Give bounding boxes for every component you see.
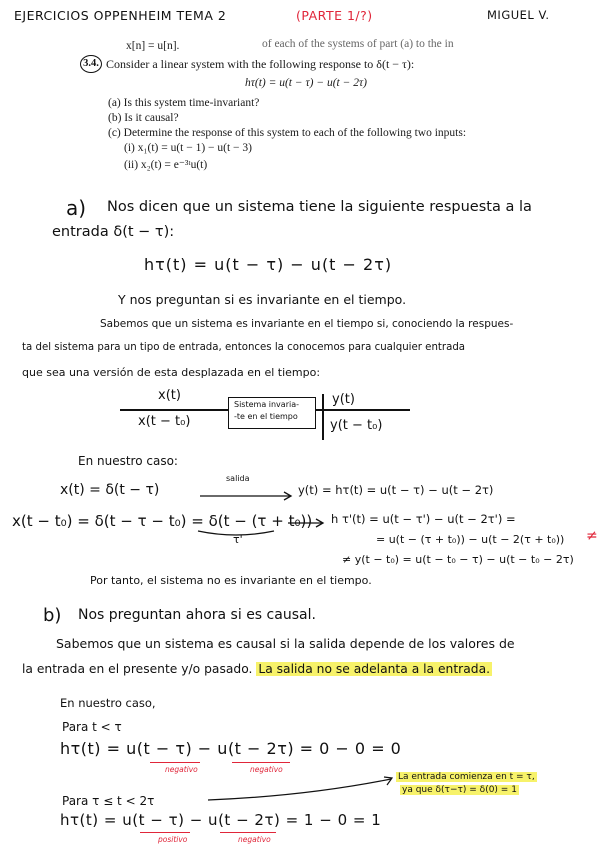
- problem-statement: Consider a linear system with the following response to δ(t − τ):: [106, 57, 415, 71]
- part-a-conclusion: Por tanto, el sistema no es invariante en el tiempo.: [90, 574, 372, 587]
- causal-definition-2: [22, 662, 492, 676]
- arrow-label: salida: [226, 474, 250, 483]
- part-a-label: a): [66, 196, 87, 220]
- diagram-input-top: x(t): [158, 388, 181, 403]
- diagram-output-bottom: y(t − t₀): [330, 418, 383, 433]
- underline-neg-2: [232, 762, 290, 763]
- cut-line-right: of each of the systems of part (a) to the in: [262, 38, 454, 50]
- eq2-arrow: [288, 518, 328, 528]
- ti-definition-3: que sea una versión de esta desplazada en el tiempo:: [22, 366, 321, 379]
- diagram-box-line-2: -te en el tiempo: [234, 412, 298, 421]
- eq2-brace: [196, 530, 276, 538]
- part-b-title: Nos preguntan ahora si es causal.: [78, 607, 316, 623]
- problem-response: hτ(t) = u(t − τ) − u(t − 2τ): [245, 77, 367, 89]
- diagram-input-bottom: x(t − t₀): [138, 414, 191, 429]
- causal-eq-2: hτ(t) = u(t − τ) − u(t − 2τ) = 1 − 0 = 1: [60, 811, 382, 829]
- label-negative-1: negativo: [165, 765, 198, 774]
- causal-definition-plain: la entrada en el presente y/o pasado.: [22, 662, 253, 676]
- diagram-output-top: y(t): [332, 392, 355, 407]
- our-case-label: En nuestro caso:: [78, 454, 178, 468]
- part-a-intro-2: entrada δ(t − τ):: [52, 224, 175, 240]
- label-negative-2: negativo: [250, 765, 283, 774]
- ti-definition-1: Sabemos que un sistema es invariante en el tiempo si, conociendo la respues-: [100, 318, 514, 330]
- eq3: = u(t − (τ + t₀)) − u(t − 2(τ + t₀)): [376, 533, 565, 546]
- page-title: EJERCICIOS OPPENHEIM TEMA 2: [14, 8, 227, 23]
- label-positive: positivo: [158, 835, 188, 844]
- part-label: (PARTE 1/?): [296, 8, 373, 23]
- part-a-question: Y nos preguntan si es invariante en el tiempo.: [118, 292, 407, 307]
- part-b-label: b): [43, 605, 62, 626]
- eq1-left: x(t) = δ(t − τ): [60, 482, 160, 498]
- note-line-1: [396, 772, 537, 782]
- eq1-arrow: [200, 491, 295, 501]
- note-arrow: [206, 776, 396, 804]
- eq2-left: x(t − t₀) = δ(t − τ − t₀) = δ(t − (τ + t₀)): [12, 512, 313, 530]
- note-highlight-1: La entrada comienza en t = τ,: [398, 772, 535, 782]
- underline-pos: [140, 832, 190, 833]
- diagram-output-separator: [322, 394, 324, 440]
- question-b: (b) Is it causal?: [108, 112, 179, 124]
- underline-neg-3: [220, 832, 276, 833]
- label-negative-3: negativo: [238, 835, 271, 844]
- problem-number: 3.4.: [80, 55, 102, 73]
- part-a-intro-1: Nos dicen que un sistema tiene la siguiente respuesta a la: [107, 199, 532, 215]
- question-a: (a) Is this system time-invariant?: [108, 97, 260, 109]
- ti-definition-2: ta del sistema para un tipo de entrada, entonces la conocemos para cualquier entrada: [22, 342, 466, 353]
- condition-2: Para τ ≤ t < 2τ: [62, 794, 155, 808]
- question-c: (c) Determine the response of this system to each of the following two inputs:: [108, 127, 467, 139]
- our-case-b: En nuestro caso,: [60, 696, 156, 710]
- eq4: ≠ y(t − t₀) = u(t − t₀ − τ) − u(t − t₀ − 2τ): [342, 553, 574, 566]
- question-c-ii: (ii) x₂(t) = e⁻³ᵗu(t): [124, 159, 208, 171]
- impulse-response-formula: hτ(t) = u(t − τ) − u(t − 2τ): [144, 255, 393, 274]
- eq1-right: y(t) = hτ(t) = u(t − τ) − u(t − 2τ): [298, 483, 494, 497]
- not-equal-mark: ≠: [586, 528, 598, 544]
- underline-neg-1: [150, 762, 200, 763]
- diagram-box-line-1: Sistema invaria-: [234, 400, 299, 409]
- note-highlight-2: ya que δ(τ−τ) = δ(0) = 1: [402, 785, 517, 795]
- condition-1: Para t < τ: [62, 720, 122, 734]
- causal-definition-highlight: La salida no se adelanta a la entrada.: [258, 662, 491, 676]
- cut-line-left: x[n] = u[n].: [126, 40, 180, 52]
- note-line-2: [400, 785, 519, 795]
- author-name: MIGUEL V.: [487, 8, 550, 22]
- eq2-tau-prime: τ': [233, 533, 243, 546]
- eq2-right: h τ'(t) = u(t − τ') − u(t − 2τ') =: [331, 512, 516, 526]
- question-c-i: (i) x₁(t) = u(t − 1) − u(t − 3): [124, 142, 252, 154]
- causal-definition-1: Sabemos que un sistema es causal si la salida depende de los valores de: [56, 636, 515, 651]
- causal-eq-1: hτ(t) = u(t − τ) − u(t − 2τ) = 0 − 0 = 0: [60, 739, 402, 758]
